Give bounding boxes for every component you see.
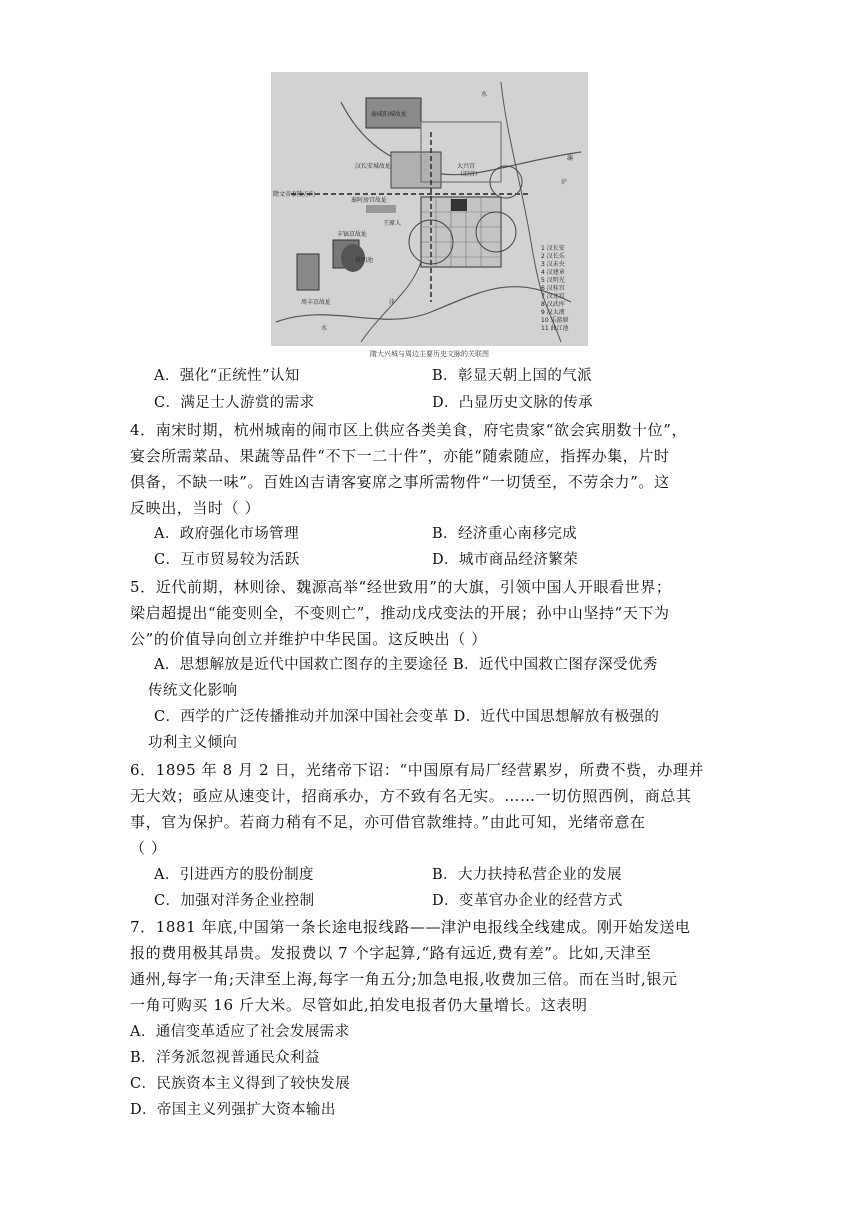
label-shui4: 浐 [561, 179, 568, 186]
q5-stem-line-1: 5．近代前期，林则徐、魏源高举“经世致用”的大旗，引领中国人开眼看世界； [130, 578, 672, 596]
label-qinafang: 秦阿房宫故址 [351, 197, 388, 204]
label-fengjing: 丰镐京故址 [337, 231, 368, 238]
legend-11: 11 曲江池 [541, 325, 569, 332]
legend-8: 8 汉武库 [541, 301, 565, 308]
q4-stem-line-2: 宴会所需菜品、果蔬等品件“不下一二十件”，亦能“随索随应，指挥办集，片时 [130, 447, 670, 465]
q4-option-d: D．城市商品经济繁荣 [432, 552, 579, 568]
legend-2: 2 汉长乐 [541, 253, 565, 260]
q3-option-b: B．彰显天朝上国的气派 [432, 368, 593, 384]
q4-option-c: C．互市贸易较为活跃 [154, 552, 300, 568]
q6-option-b: B．大力扶持私营企业的发展 [432, 867, 622, 883]
legend-4: 4 汉建章 [541, 269, 565, 276]
q7-option-c: C．民族资本主义得到了较快发展 [130, 1076, 351, 1092]
legend-1: 1 汉长安 [541, 245, 565, 252]
q4-option-a: A．政府强化市场管理 [154, 526, 299, 542]
q3-option-c: C．满足士人游赏的需求 [154, 395, 315, 411]
figure-caption: 隋大兴城与周边主要历史文脉的关联图 [370, 350, 489, 358]
q7-option-a: A．通信变革适应了社会发展需求 [130, 1024, 350, 1040]
label-shui2: 水 [321, 325, 328, 332]
q5-stem-line-2: 梁启超提出“能变则全，不变则亡”，推动戊戌变法的开展；孙中山坚持“天下为 [130, 604, 670, 622]
q6-stem-line-1: 6．1895 年 8 月 2 日，光绪帝下诏：“中国原有局厂经营累岁，所费不赀，办理并 [130, 761, 705, 779]
label-shui3: 沣 [389, 299, 396, 306]
legend-3: 3 汉未央 [541, 261, 565, 268]
q5-stem-line-3: 公”的价值导向创立并维护中华民国。这反映出（ ） [130, 630, 487, 648]
q6-stem-line-4: （ ） [130, 839, 167, 857]
historical-map [271, 72, 588, 346]
label-suiwen: 隋文帝泰陵方向 [273, 191, 316, 198]
legend-6: 6 汉桂宫 [541, 285, 565, 292]
label-wangsi: 王原人 [383, 220, 402, 227]
q4-stem-line-1: 4．南宋时期，杭州城南的闹市区上供应各类美食，府宅贵家“欲会宾朋数十位”， [130, 421, 688, 439]
q4-stem-line-3: 俱备，不缺一味”。百姓凶吉请客宴席之事所需物件“一切赁至，不劳余力”。这 [130, 473, 670, 491]
label-shui1: 水 [481, 91, 488, 98]
map-figure [271, 72, 588, 346]
q7-option-d: D．帝国主义列强扩大资本输出 [130, 1102, 336, 1118]
legend-10: 10 乐游原 [541, 317, 569, 324]
q3-option-a: A．强化“正统性”认知 [154, 368, 300, 384]
q4-stem-line-4: 反映出，当时（ ） [130, 499, 261, 517]
label-jiangong: （旧宫） [457, 171, 482, 178]
q6-stem-line-3: 事，官为保护。若商力稍有不足，亦可借官款维持。”由此可知，光绪帝意在 [130, 813, 646, 831]
q6-stem-line-2: 无大效；亟应从速变计，招商承办，方不致有名无实。……一切仿照西例，商总其 [130, 787, 692, 805]
q7-stem-line-3: 通州,每字一角;天津至上海,每字一角五分;加急电报,收费加三倍。而在当时,银元 [130, 970, 678, 988]
q4-option-b: B．经济重心南移完成 [432, 526, 578, 542]
q5-option-d-cont: 功利主义倾向 [148, 735, 238, 751]
q5-option-b-cont: 传统文化影响 [148, 683, 238, 699]
label-qin: 秦咸阳城故址 [371, 111, 408, 118]
legend-9: 9 汉太液 [541, 309, 565, 316]
q5-option-ab: A．思想解放是近代中国救亡图存的主要途径 B．近代中国救亡图存深受优秀 [154, 657, 658, 673]
q5-option-cd: C．西学的广泛传播推动并加深中国社会变革 D．近代中国思想解放有极强的 [154, 709, 660, 725]
q6-option-a: A．引进西方的股份制度 [154, 867, 314, 883]
q7-stem-line-1: 7．1881 年底,中国第一条长途电报线路——津沪电报线全线建成。刚开始发送电 [130, 918, 691, 936]
legend-5: 5 汉明光 [541, 277, 565, 284]
q6-option-d: D．变革官办企业的经营方式 [432, 893, 623, 909]
legend-7: 7 汉北宫 [541, 293, 565, 300]
q3-option-d: D．凸显历史文脉的传承 [432, 395, 594, 411]
label-shui5: 灞 [567, 155, 574, 162]
q7-stem-line-2: 报的费用极其昂贵。发报费以 7 个字起算,“路有远近,费有差”。比如,天津至 [130, 944, 652, 962]
label-daxinggong: 大兴宫 [457, 163, 476, 170]
label-han: 汉长安城故址 [355, 163, 392, 170]
q6-option-c: C．加强对洋务企业控制 [154, 893, 315, 909]
q7-option-b: B．洋务派忽视普通民众利益 [130, 1050, 320, 1066]
label-zhoufeng: 周丰京故址 [301, 299, 332, 306]
q7-stem-line-4: 一角可购买 16 斤大米。尽管如此,拍发电报者仍大量增长。这表明 [130, 996, 588, 1014]
label-kunming: 昆明池 [355, 257, 374, 264]
map-legend [541, 244, 569, 332]
